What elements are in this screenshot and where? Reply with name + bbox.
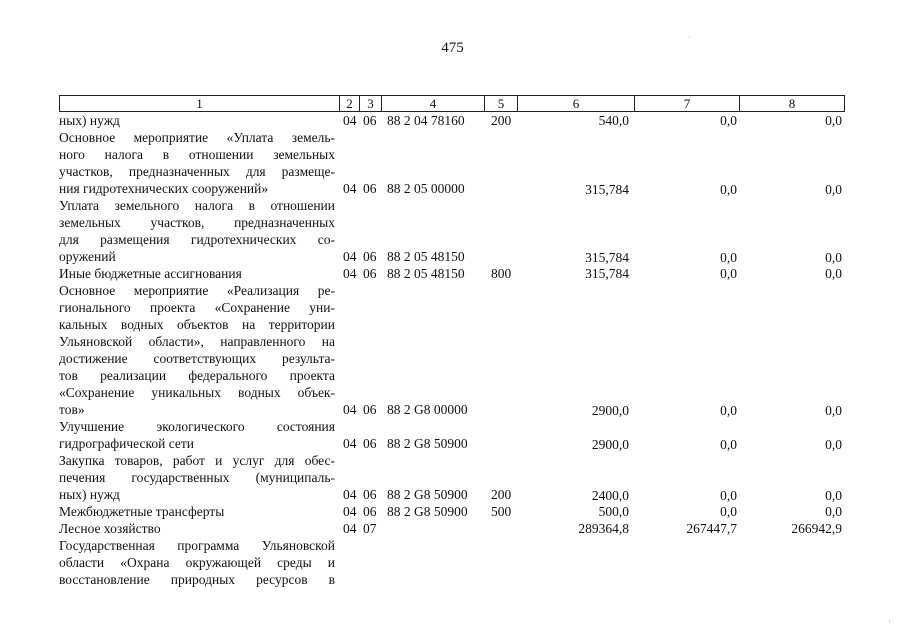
table-row — [59, 452, 845, 503]
row-description — [59, 503, 335, 520]
description-line: Государственная программа Ульяновской — [59, 538, 335, 553]
cell-c4: 88 2 G8 50900 — [387, 487, 468, 502]
cell-c2: 04 — [343, 402, 357, 417]
cell-c7: 267447,7 — [686, 521, 737, 536]
row-description — [59, 452, 335, 503]
cell-c7: 0,0 — [720, 266, 737, 281]
cell-c4: 88 2 G8 50900 — [387, 436, 468, 451]
cell-c8: 266942,9 — [791, 521, 842, 536]
cell-c4: 88 2 05 00000 — [387, 181, 465, 196]
budget-table — [59, 95, 845, 588]
header-col-2: 2 — [340, 96, 360, 111]
cell-c7: 0,0 — [720, 250, 737, 265]
table-row — [59, 282, 845, 418]
table-body — [59, 112, 845, 588]
cell-c3: 06 — [363, 504, 377, 519]
header-col-4: 4 — [382, 96, 485, 111]
cell-c8: 0,0 — [825, 250, 842, 265]
cell-c2: 04 — [343, 113, 357, 128]
cell-c7: 0,0 — [720, 113, 737, 128]
description-line: Ульяновской области», направленного на — [59, 334, 335, 349]
cell-c8: 0,0 — [825, 113, 842, 128]
description-line: Основное мероприятие «Реализация ре- — [59, 283, 335, 298]
header-col-8: 8 — [788, 96, 796, 111]
description-line: ных) нужд — [59, 487, 120, 502]
header-col-6: 6 — [518, 96, 635, 111]
cell-c8: 0,0 — [825, 182, 842, 197]
cell-c8: 0,0 — [825, 504, 842, 519]
cell-c6: 500,0 — [598, 504, 629, 519]
description-line: участков, предназначенных для размеще- — [59, 164, 335, 179]
description-line: земельных участков, предназначенных — [59, 215, 335, 230]
cell-c6: 2900,0 — [591, 403, 629, 418]
cell-c3: 07 — [363, 521, 377, 536]
header-col-3: 3 — [360, 96, 382, 111]
cell-c2: 04 — [343, 249, 357, 264]
row-description — [59, 112, 335, 129]
cell-c6: 2400,0 — [591, 488, 629, 503]
cell-c6: 315,784 — [585, 250, 629, 265]
cell-c7: 0,0 — [720, 437, 737, 452]
description-line: Иные бюджетные ассигнования — [59, 266, 242, 281]
scan-mark: · — [888, 616, 891, 626]
row-description — [59, 520, 335, 537]
table-row — [59, 197, 845, 265]
cell-c4: 88 2 G8 00000 — [387, 402, 468, 417]
cell-c8: 0,0 — [825, 488, 842, 503]
row-description — [59, 418, 335, 452]
cell-c5: 200 — [491, 487, 512, 502]
header-col-1: 1 — [60, 96, 340, 111]
cell-c2: 04 — [343, 504, 357, 519]
cell-c7: 0,0 — [720, 182, 737, 197]
cell-c7: 0,0 — [720, 488, 737, 503]
table-header — [59, 95, 845, 112]
cell-c3: 06 — [363, 436, 377, 451]
cell-c3: 06 — [363, 249, 377, 264]
table-row — [59, 520, 845, 537]
cell-c8: 0,0 — [825, 266, 842, 281]
cell-c2: 04 — [343, 181, 357, 196]
table-row — [59, 537, 845, 588]
description-line: оружений — [59, 249, 116, 264]
row-description — [59, 197, 335, 265]
description-line: области «Охрана окружающей среды и — [59, 555, 335, 570]
cell-c3: 06 — [363, 487, 377, 502]
table-row — [59, 112, 845, 129]
cell-c6: 315,784 — [585, 266, 629, 281]
cell-c5: 800 — [491, 266, 512, 281]
description-line: Лесное хозяйство — [59, 521, 161, 536]
cell-c5: 500 — [491, 504, 512, 519]
header-col-5: 5 — [485, 96, 518, 111]
table-row — [59, 265, 845, 282]
description-line: Основное мероприятие «Уплата земель- — [59, 130, 335, 145]
cell-c3: 06 — [363, 181, 377, 196]
header-col-7: 7 — [635, 96, 740, 111]
cell-c2: 04 — [343, 266, 357, 281]
description-line: Улучшение экологического состояния — [59, 419, 335, 434]
description-line: тов реализации федерального проекта — [59, 368, 335, 383]
cell-c4: 88 2 04 78160 — [387, 113, 465, 128]
cell-c3: 06 — [363, 113, 377, 128]
scan-speck: · — [688, 33, 691, 42]
cell-c2: 04 — [343, 436, 357, 451]
description-line: ния гидротехнических сооружений» — [59, 181, 269, 196]
row-description — [59, 282, 335, 418]
description-line: восстановление природных ресурсов в — [59, 572, 335, 587]
row-description — [59, 537, 335, 588]
description-line: тов» — [59, 402, 85, 417]
cell-c8: 0,0 — [825, 437, 842, 452]
cell-c3: 06 — [363, 402, 377, 417]
cell-c2: 04 — [343, 487, 357, 502]
cell-c6: 289364,8 — [578, 521, 629, 536]
cell-c6: 540,0 — [598, 113, 629, 128]
description-line: гионального проекта «Сохранение уни- — [59, 300, 335, 315]
cell-c5: 200 — [491, 113, 512, 128]
description-line: гидрографической сети — [59, 436, 194, 451]
table-row — [59, 129, 845, 197]
table-row — [59, 418, 845, 452]
description-line: Межбюджетные трансферты — [59, 504, 225, 519]
description-line: печения государственных (муниципаль- — [59, 470, 335, 485]
cell-c2: 04 — [343, 521, 357, 536]
description-line: ных) нужд — [59, 113, 120, 128]
description-line: ного налога в отношении земельных — [59, 147, 335, 162]
row-description — [59, 129, 335, 197]
cell-c4: 88 2 05 48150 — [387, 249, 465, 264]
cell-c7: 0,0 — [720, 403, 737, 418]
cell-c8: 0,0 — [825, 403, 842, 418]
cell-c6: 315,784 — [585, 182, 629, 197]
description-line: Уплата земельного налога в отношении — [59, 198, 335, 213]
description-line: «Сохранение уникальных водных объек- — [59, 385, 335, 400]
cell-c7: 0,0 — [720, 504, 737, 519]
description-line: кальных водных объектов на территории — [59, 317, 335, 332]
description-line: для размещения гидротехнических со- — [59, 232, 335, 247]
table-row — [59, 503, 845, 520]
description-line: Закупка товаров, работ и услуг для обес- — [59, 453, 335, 468]
row-description — [59, 265, 335, 282]
description-line: достижение соответствующих результа- — [59, 351, 335, 366]
page-number: 475 — [441, 40, 464, 56]
cell-c6: 2900,0 — [591, 437, 629, 452]
cell-c3: 06 — [363, 266, 377, 281]
cell-c4: 88 2 G8 50900 — [387, 504, 468, 519]
cell-c4: 88 2 05 48150 — [387, 266, 465, 281]
